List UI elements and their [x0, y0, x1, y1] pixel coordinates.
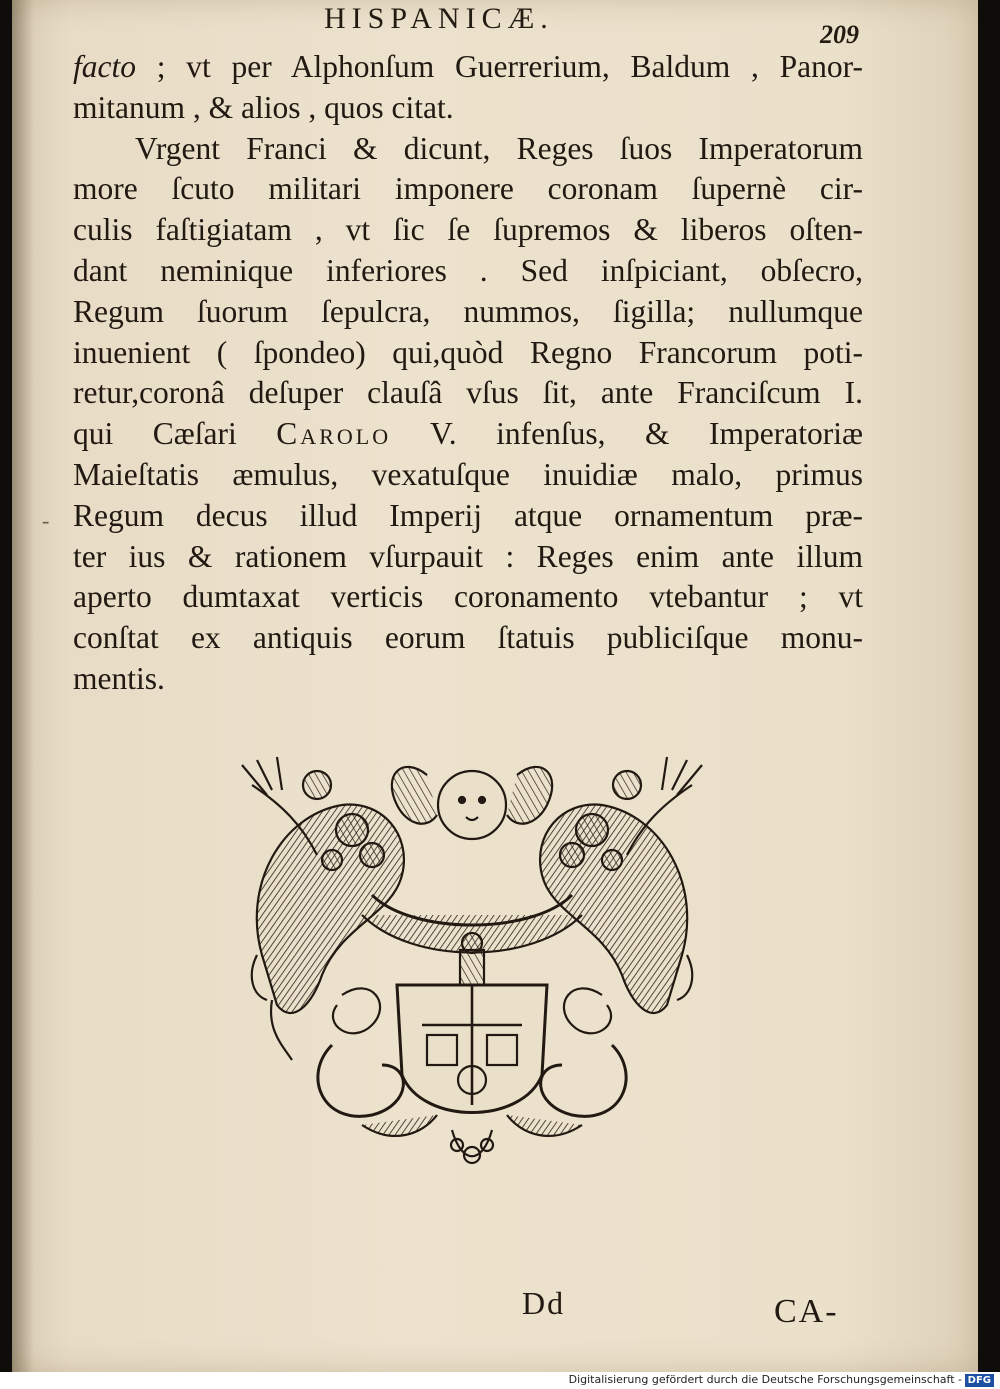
text-line [73, 333, 863, 374]
text-run: culis faſtigiatam , vt ſic ſe ſupremos & liberos oſten- [73, 212, 863, 248]
signature-mark: Dd [522, 1285, 566, 1321]
text-run: ; vt per Alphonſum Guerrerium, Baldum , Panor- [136, 49, 863, 84]
text-line [73, 129, 863, 170]
woodcut-ornament-icon [222, 745, 722, 1175]
text-run: Regum ſuorum ſepulcra, nummos, ſigilla; nullumque [73, 293, 863, 329]
text-line [73, 618, 863, 659]
text-run: dant neminique inferiores . Sed inſpiciant, obſecro, [73, 252, 863, 288]
text-run: aperto dumtaxat verticis coronamento vtebantur ; vt [73, 579, 863, 615]
margin-mark: - [42, 508, 50, 533]
footer-bar [0, 1372, 1000, 1389]
catchword: CA- [774, 1293, 839, 1330]
text-line [73, 88, 863, 129]
text-line [73, 373, 863, 414]
book-page [12, 0, 978, 1372]
text-run: qui Cæſari [73, 416, 277, 452]
text-run: facto [73, 49, 136, 84]
text-line [73, 292, 863, 333]
text-line [73, 210, 863, 251]
text-run: retur,coronâ deſuper clauſâ vſus ſit, ante Franciſcum I. [73, 375, 863, 411]
spine-shadow [12, 0, 34, 1372]
text-run: V. infenſus, & Imperatoriæ [391, 416, 863, 452]
text-line [73, 577, 863, 618]
text-line [73, 659, 863, 700]
text-run: mitanum , & alios , quos citat. [73, 89, 454, 125]
body-text [73, 47, 863, 700]
dfg-logo-icon: DFG [965, 1374, 994, 1387]
text-line [73, 537, 863, 578]
text-run: Carolo [276, 416, 392, 452]
text-run: conſtat ex antiquis eorum ſtatuis publiciſque monu- [73, 620, 863, 656]
text-line [73, 414, 863, 455]
text-run: ter ius & rationem vſurpauit : Reges enim ante illum [73, 538, 863, 574]
text-run: more ſcuto militari imponere coronam ſupernè cir- [73, 171, 863, 207]
text-line [73, 496, 863, 537]
text-line [73, 251, 863, 292]
running-head: HISPANICÆ. [324, 2, 554, 35]
page-number: 209 [820, 20, 859, 49]
text-run: mentis. [73, 660, 165, 696]
text-line [73, 169, 863, 210]
text-line [73, 47, 863, 88]
text-run: Maieſtatis æmulus, vexatuſque inuidiæ malo, primus [73, 456, 863, 492]
footer-text: Digitalisierung gefördert durch die Deutsche Forschungsgemeinschaft - [568, 1373, 962, 1386]
text-line [73, 455, 863, 496]
text-run: Vrgent Franci & dicunt, Reges ſuos Imperatorum [135, 130, 863, 166]
text-run: inuenient ( ſpondeo) qui,quòd Regno Francorum poti- [73, 334, 863, 370]
text-run: Regum decus illud Imperij atque ornamentum præ- [73, 497, 863, 533]
